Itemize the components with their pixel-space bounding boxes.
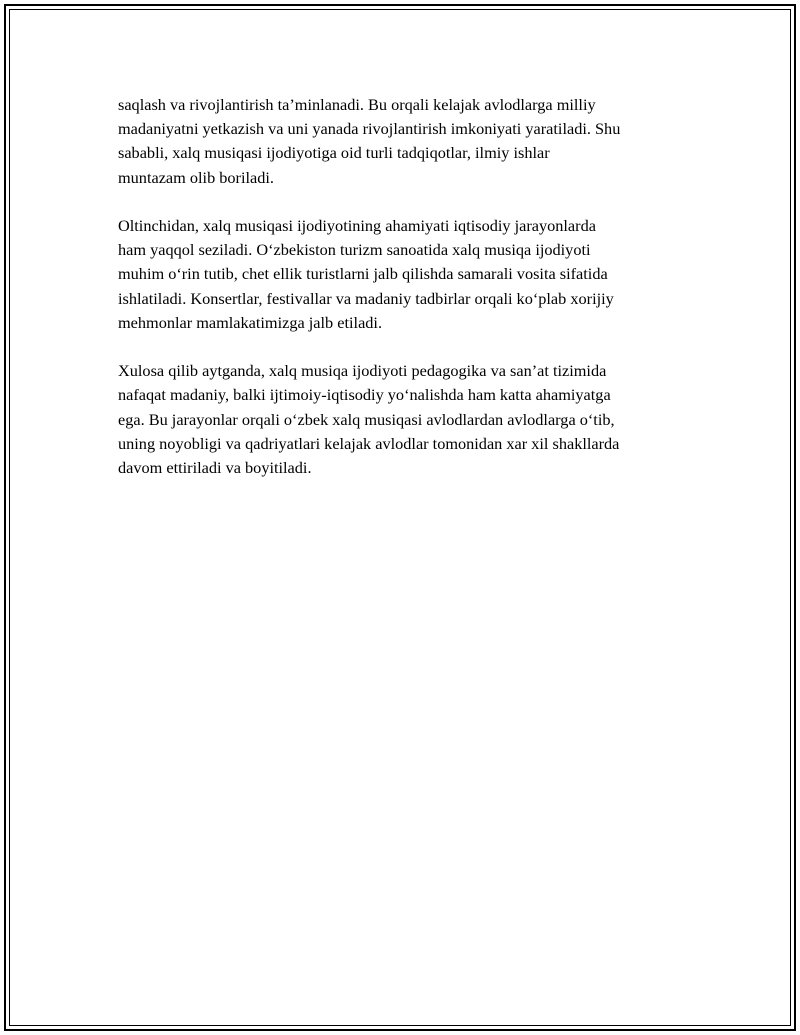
paragraph-sixth-point: Oltinchidan, xalq musiqasi ijodiyotining ahamiyati iqtisodiy jarayonlarda ham yaqqol seziladi. O‘zbekiston turizm sanoatida xalq musiqa ijodiyoti muhim o‘rin tutib, chet ellik turistlarni jalb qilishda samarali vosita sifatida ishlatiladi. Konsertlar, festivallar va madaniy tadbirlar orqali ko‘plab xorijiy mehmonlar mamlakatimizga jalb etiladi.	[118, 216, 614, 332]
document-body	[118, 93, 698, 504]
paragraph-conclusion: Xulosa qilib aytganda, xalq musiqa ijodiyoti pedagogika va san’at tizimida nafaqat madaniy, balki ijtimoiy-iqtisodiy yo‘nalishda ham katta ahamiyatga ega. Bu jarayonlar orqali o‘zbek xalq musiqasi avlodlardan avlodlarga o‘tib, uning noyobligi va qadriyatlari kelajak avlodlar tomonidan xar xil shakllarda davom ettiriladi va boyitiladi.	[118, 361, 620, 478]
paragraph-continuation: saqlash va rivojlantirish ta’minlanadi. Bu orqali kelajak avlodlarga milliy madaniyatni yetkazish va uni yanada rivojlantirish imkoniyati yaratiladi. Shu sababli, xalq musiqasi ijodiyotiga oid turli tadqiqotlar, ilmiy ishlar muntazam olib boriladi.	[118, 95, 621, 187]
